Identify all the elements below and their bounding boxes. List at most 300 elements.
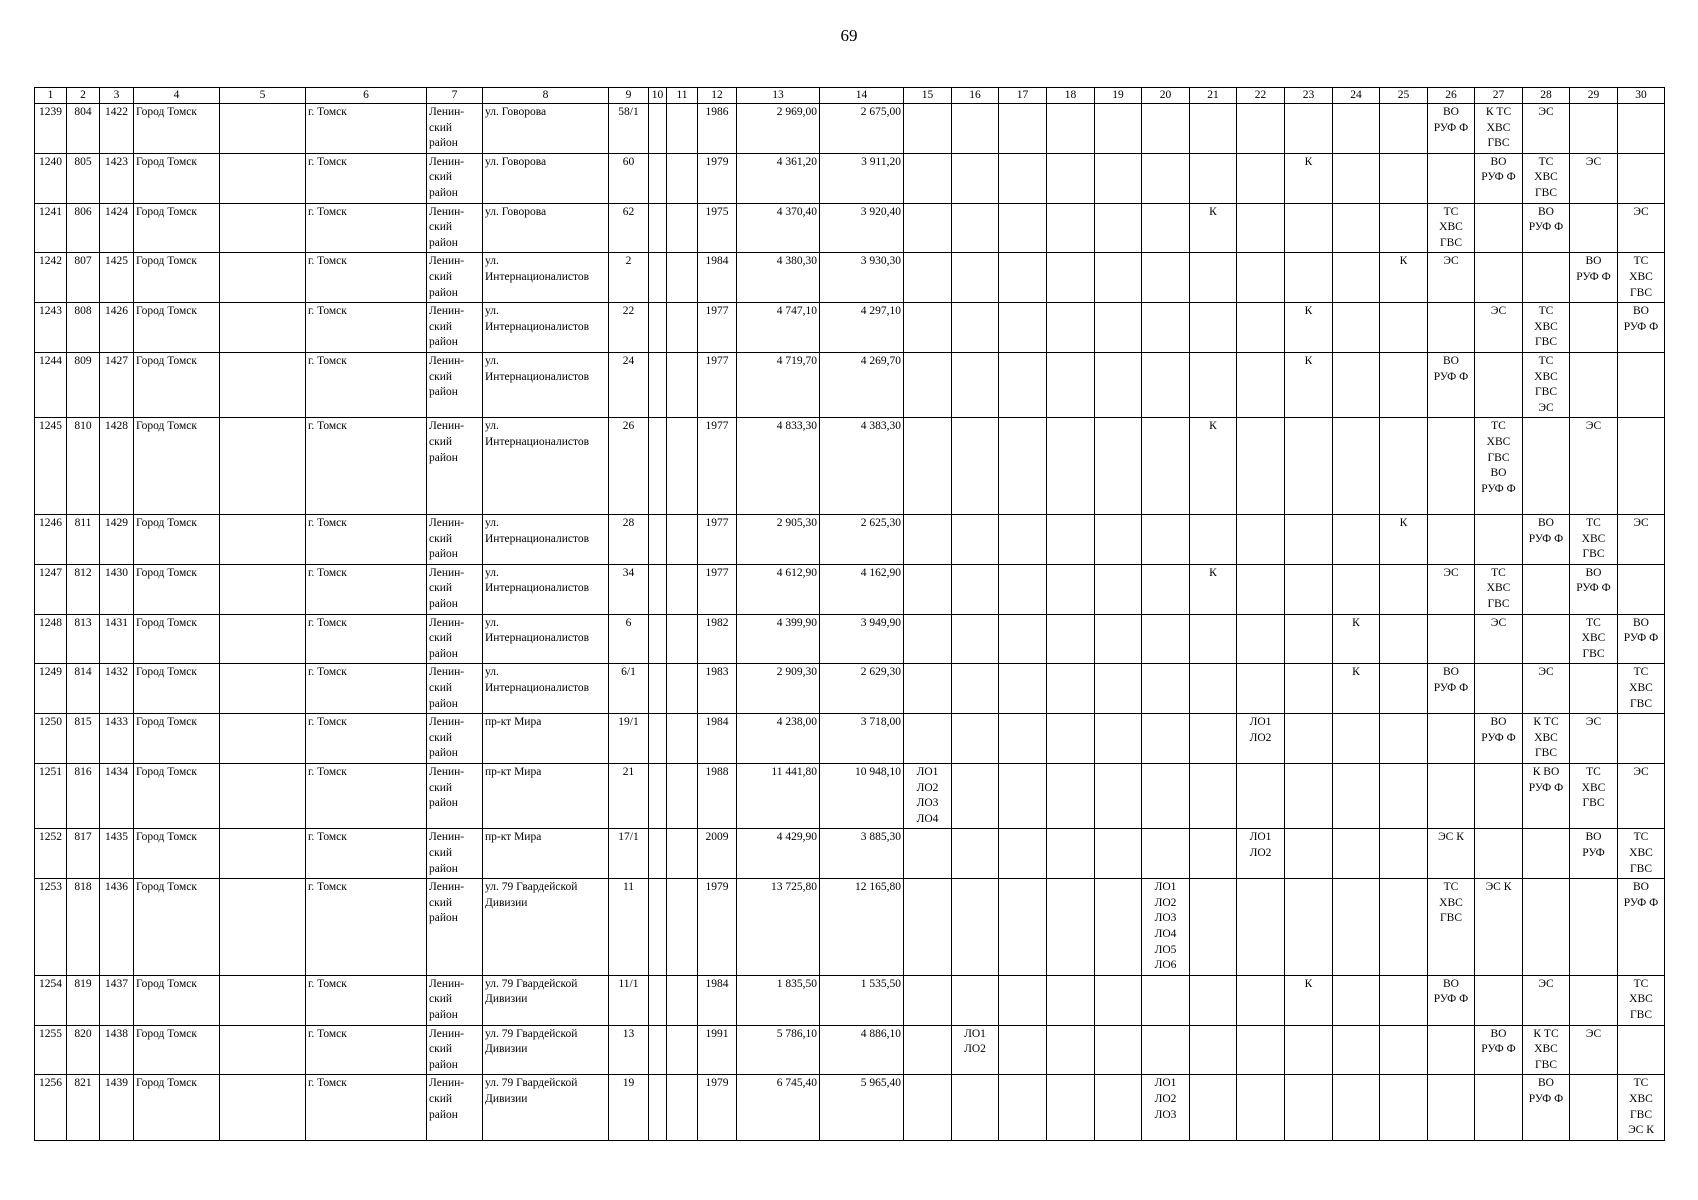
- table-cell: [1095, 614, 1142, 664]
- table-cell: [1047, 104, 1095, 154]
- table-cell: [649, 352, 667, 417]
- table-cell: 58/1: [609, 104, 649, 154]
- table-cell: [1095, 564, 1142, 614]
- table-row: [35, 1025, 1665, 1075]
- table-row: [35, 564, 1665, 614]
- table-cell: г. Томск: [306, 418, 427, 515]
- table-cell: [1333, 418, 1380, 515]
- table-cell: ВО РУФ Ф: [1475, 1025, 1523, 1075]
- table-cell: 1977: [698, 303, 737, 353]
- page-number: 69: [840, 26, 858, 45]
- table-cell: [1237, 514, 1285, 564]
- table-cell: 5 786,10: [737, 1025, 820, 1075]
- table-cell: 1433: [100, 714, 134, 764]
- table-cell: ЭС: [1475, 614, 1523, 664]
- table-cell: г. Томск: [306, 879, 427, 976]
- buildings-table: [34, 87, 1665, 1141]
- column-header: 24: [1333, 88, 1380, 104]
- table-cell: [1285, 104, 1333, 154]
- table-cell: [649, 879, 667, 976]
- table-cell: ТС ХВС ГВС ЭС К: [1618, 1075, 1665, 1140]
- table-cell: [1428, 714, 1475, 764]
- table-cell: [1475, 763, 1523, 828]
- table-cell: [1095, 153, 1142, 203]
- table-cell: Город Томск: [134, 514, 220, 564]
- table-cell: Ленин- ский район: [427, 564, 483, 614]
- column-header: 12: [698, 88, 737, 104]
- table-cell: ТС ХВС ГВС: [1570, 514, 1618, 564]
- table-cell: 4 429,90: [737, 829, 820, 879]
- table-cell: ЭС: [1618, 203, 1665, 253]
- table-cell: [1523, 418, 1570, 515]
- table-cell: [1380, 879, 1428, 976]
- table-cell: 4 719,70: [737, 352, 820, 417]
- table-cell: 1982: [698, 614, 737, 664]
- table-cell: Ленин- ский район: [427, 664, 483, 714]
- table-cell: 13 725,80: [737, 879, 820, 976]
- table-cell: 6/1: [609, 664, 649, 714]
- table-cell: г. Томск: [306, 1075, 427, 1140]
- table-row: [35, 253, 1665, 303]
- table-cell: 1438: [100, 1025, 134, 1075]
- table-cell: К: [1285, 352, 1333, 417]
- table-cell: [1570, 664, 1618, 714]
- table-cell: [1475, 975, 1523, 1025]
- table-cell: [1428, 418, 1475, 515]
- table-cell: [649, 714, 667, 764]
- table-cell: [1142, 514, 1190, 564]
- table-cell: ул. Интернационалистов: [483, 253, 609, 303]
- table-cell: ЭС: [1475, 303, 1523, 353]
- table-cell: 4 370,40: [737, 203, 820, 253]
- table-cell: 13: [609, 1025, 649, 1075]
- column-header: 6: [306, 88, 427, 104]
- table-cell: [1618, 564, 1665, 614]
- table-cell: г. Томск: [306, 714, 427, 764]
- table-cell: [220, 614, 306, 664]
- table-cell: ВО РУФ Ф: [1475, 714, 1523, 764]
- table-cell: [1428, 514, 1475, 564]
- column-header: 26: [1428, 88, 1475, 104]
- table-cell: [1333, 514, 1380, 564]
- table-cell: [1618, 1025, 1665, 1075]
- table-cell: Город Томск: [134, 879, 220, 976]
- table-cell: [667, 879, 698, 976]
- table-cell: [649, 614, 667, 664]
- table-cell: 1243: [35, 303, 67, 353]
- table-cell: [220, 514, 306, 564]
- table-cell: 805: [67, 153, 100, 203]
- table-cell: [1142, 975, 1190, 1025]
- table-cell: ВО РУФ Ф: [1618, 303, 1665, 353]
- column-header: 21: [1190, 88, 1237, 104]
- table-cell: [1237, 664, 1285, 714]
- table-cell: [667, 153, 698, 203]
- table-cell: 3 920,40: [820, 203, 904, 253]
- table-cell: 804: [67, 104, 100, 154]
- table-cell: [1047, 564, 1095, 614]
- table-cell: [1618, 153, 1665, 203]
- table-row: [35, 153, 1665, 203]
- table-cell: ВО РУФ Ф: [1428, 664, 1475, 714]
- table-cell: [1047, 253, 1095, 303]
- table-cell: [904, 303, 952, 353]
- table-cell: Город Томск: [134, 352, 220, 417]
- table-cell: 1979: [698, 879, 737, 976]
- table-cell: [1142, 352, 1190, 417]
- table-cell: 3 885,30: [820, 829, 904, 879]
- table-cell: 813: [67, 614, 100, 664]
- table-cell: [220, 253, 306, 303]
- table-cell: [1428, 303, 1475, 353]
- table-row: [35, 303, 1665, 353]
- table-cell: 11: [609, 879, 649, 976]
- table-cell: 1437: [100, 975, 134, 1025]
- table-cell: [904, 418, 952, 515]
- table-cell: 1425: [100, 253, 134, 303]
- table-cell: [1142, 253, 1190, 303]
- table-cell: 24: [609, 352, 649, 417]
- table-cell: [1190, 1025, 1237, 1075]
- table-cell: ТС ХВС ГВС: [1618, 829, 1665, 879]
- table-cell: [667, 564, 698, 614]
- table-cell: ЭС: [1570, 1025, 1618, 1075]
- table-cell: [1380, 418, 1428, 515]
- column-header: 8: [483, 88, 609, 104]
- table-cell: 1979: [698, 1075, 737, 1140]
- table-cell: ул. 79 Гвардейской Дивизии: [483, 1025, 609, 1075]
- table-cell: [1095, 763, 1142, 828]
- table-cell: [1237, 104, 1285, 154]
- table-cell: [1047, 514, 1095, 564]
- table-cell: [1380, 303, 1428, 353]
- table-cell: 1252: [35, 829, 67, 879]
- table-cell: [1095, 104, 1142, 154]
- table-cell: 1979: [698, 153, 737, 203]
- table-cell: [1285, 253, 1333, 303]
- table-cell: [1570, 975, 1618, 1025]
- table-cell: [667, 829, 698, 879]
- table-cell: Ленин- ский район: [427, 352, 483, 417]
- table-cell: [904, 153, 952, 203]
- table-cell: [1333, 714, 1380, 764]
- table-cell: 22: [609, 303, 649, 353]
- table-cell: г. Томск: [306, 975, 427, 1025]
- table-cell: Ленин- ский район: [427, 1075, 483, 1140]
- table-cell: г. Томск: [306, 203, 427, 253]
- table-cell: 1434: [100, 763, 134, 828]
- table-cell: 1984: [698, 975, 737, 1025]
- table-cell: ул. Говорова: [483, 104, 609, 154]
- table-cell: 4 297,10: [820, 303, 904, 353]
- table-cell: [667, 714, 698, 764]
- table-cell: 1251: [35, 763, 67, 828]
- table-cell: ВО РУФ Ф: [1428, 104, 1475, 154]
- table-cell: [1095, 714, 1142, 764]
- table-cell: 1240: [35, 153, 67, 203]
- table-row: [35, 104, 1665, 154]
- table-cell: [649, 1075, 667, 1140]
- table-cell: пр-кт Мира: [483, 829, 609, 879]
- table-cell: 4 612,90: [737, 564, 820, 614]
- table-cell: 815: [67, 714, 100, 764]
- table-cell: [1285, 1025, 1333, 1075]
- table-cell: [1237, 975, 1285, 1025]
- table-cell: [1285, 614, 1333, 664]
- table-cell: ЭС: [1618, 514, 1665, 564]
- table-cell: [1095, 514, 1142, 564]
- table-cell: [1380, 829, 1428, 879]
- table-cell: [220, 418, 306, 515]
- table-cell: [952, 879, 999, 976]
- table-cell: [1333, 352, 1380, 417]
- column-header: 28: [1523, 88, 1570, 104]
- table-cell: [1237, 879, 1285, 976]
- table-cell: [1095, 303, 1142, 353]
- table-cell: [952, 203, 999, 253]
- table-cell: 19: [609, 1075, 649, 1140]
- table-cell: 4 269,70: [820, 352, 904, 417]
- table-cell: [1047, 352, 1095, 417]
- table-cell: [952, 418, 999, 515]
- table-cell: [952, 253, 999, 303]
- table-cell: 1244: [35, 352, 67, 417]
- table-row: [35, 352, 1665, 417]
- table-cell: ЭС: [1523, 975, 1570, 1025]
- table-cell: ТС ХВС ГВС: [1523, 153, 1570, 203]
- table-cell: [649, 1025, 667, 1075]
- table-cell: Город Томск: [134, 714, 220, 764]
- table-cell: [220, 763, 306, 828]
- table-cell: [667, 664, 698, 714]
- table-cell: [1285, 714, 1333, 764]
- table-cell: [1333, 829, 1380, 879]
- table-cell: [1523, 253, 1570, 303]
- table-cell: [1380, 564, 1428, 614]
- table-cell: [1618, 104, 1665, 154]
- table-cell: [1333, 879, 1380, 976]
- table-cell: ТС ХВС ГВС: [1618, 664, 1665, 714]
- table-row: [35, 203, 1665, 253]
- table-cell: [1380, 1075, 1428, 1140]
- table-cell: [649, 203, 667, 253]
- table-row: [35, 879, 1665, 976]
- table-cell: [649, 303, 667, 353]
- column-header: 7: [427, 88, 483, 104]
- table-cell: [1285, 763, 1333, 828]
- table-cell: ТС ХВС ГВС: [1570, 614, 1618, 664]
- table-cell: [1190, 763, 1237, 828]
- table-cell: ТС ХВС ГВС: [1618, 975, 1665, 1025]
- table-cell: Город Томск: [134, 153, 220, 203]
- table-cell: К: [1380, 514, 1428, 564]
- table-cell: 1432: [100, 664, 134, 714]
- table-cell: [904, 879, 952, 976]
- table-cell: 1988: [698, 763, 737, 828]
- table-cell: [904, 514, 952, 564]
- table-cell: 1439: [100, 1075, 134, 1140]
- column-header: 11: [667, 88, 698, 104]
- table-cell: 60: [609, 153, 649, 203]
- table-cell: [1095, 253, 1142, 303]
- table-cell: Город Томск: [134, 303, 220, 353]
- table-cell: [999, 614, 1047, 664]
- table-cell: [952, 1075, 999, 1140]
- table-cell: Город Томск: [134, 975, 220, 1025]
- table-cell: [1570, 303, 1618, 353]
- table-cell: [1428, 614, 1475, 664]
- table-cell: [1475, 664, 1523, 714]
- table-cell: [1047, 975, 1095, 1025]
- table-cell: ул. Интернационалистов: [483, 418, 609, 515]
- table-cell: К ТС ХВС ГВС: [1523, 1025, 1570, 1075]
- table-cell: [1475, 829, 1523, 879]
- table-cell: ЛО1 ЛО2: [1237, 829, 1285, 879]
- table-cell: 2 629,30: [820, 664, 904, 714]
- table-cell: [1237, 763, 1285, 828]
- table-cell: Ленин- ский район: [427, 879, 483, 976]
- table-cell: 807: [67, 253, 100, 303]
- table-cell: 819: [67, 975, 100, 1025]
- column-header: 14: [820, 88, 904, 104]
- table-cell: [952, 303, 999, 353]
- table-row: [35, 1075, 1665, 1140]
- table-cell: г. Томск: [306, 352, 427, 417]
- column-header: 3: [100, 88, 134, 104]
- table-cell: [1523, 564, 1570, 614]
- table-cell: [1190, 1075, 1237, 1140]
- table-cell: [999, 664, 1047, 714]
- table-cell: 11/1: [609, 975, 649, 1025]
- table-cell: ТС ХВС ГВС ЭС: [1523, 352, 1570, 417]
- table-cell: 1246: [35, 514, 67, 564]
- table-cell: ТС ХВС ГВС: [1428, 203, 1475, 253]
- table-cell: [1523, 614, 1570, 664]
- table-cell: [1047, 153, 1095, 203]
- table-cell: 2009: [698, 829, 737, 879]
- table-cell: ЭС: [1428, 253, 1475, 303]
- table-cell: г. Томск: [306, 1025, 427, 1075]
- table-cell: [1237, 253, 1285, 303]
- table-cell: [1190, 514, 1237, 564]
- table-cell: 1249: [35, 664, 67, 714]
- table-cell: ул. Говорова: [483, 153, 609, 203]
- table-cell: [220, 664, 306, 714]
- table-cell: Ленин- ский район: [427, 829, 483, 879]
- table-cell: [1475, 514, 1523, 564]
- table-cell: 2: [609, 253, 649, 303]
- table-cell: 1241: [35, 203, 67, 253]
- table-cell: 4 162,90: [820, 564, 904, 614]
- table-cell: К ТС ХВС ГВС: [1475, 104, 1523, 154]
- table-cell: ул. Интернационалистов: [483, 664, 609, 714]
- table-cell: [999, 303, 1047, 353]
- table-cell: Город Томск: [134, 418, 220, 515]
- table-cell: ЭС К: [1475, 879, 1523, 976]
- table-cell: [220, 564, 306, 614]
- table-cell: [1142, 1025, 1190, 1075]
- table-cell: ВО РУФ Ф: [1475, 153, 1523, 203]
- table-cell: [1428, 763, 1475, 828]
- table-cell: 11 441,80: [737, 763, 820, 828]
- table-cell: [1237, 352, 1285, 417]
- table-cell: [1428, 153, 1475, 203]
- table-cell: [1190, 975, 1237, 1025]
- table-cell: г. Томск: [306, 253, 427, 303]
- column-header: 13: [737, 88, 820, 104]
- table-cell: Город Томск: [134, 614, 220, 664]
- table-cell: [1333, 303, 1380, 353]
- table-cell: Город Томск: [134, 763, 220, 828]
- table-cell: [904, 714, 952, 764]
- table-cell: К: [1190, 203, 1237, 253]
- table-cell: Ленин- ский район: [427, 203, 483, 253]
- table-cell: [1047, 763, 1095, 828]
- table-cell: [1190, 614, 1237, 664]
- table-cell: К ТС ХВС ГВС: [1523, 714, 1570, 764]
- table-cell: К: [1285, 153, 1333, 203]
- table-row: [35, 829, 1665, 879]
- table-cell: г. Томск: [306, 614, 427, 664]
- table-cell: [1380, 763, 1428, 828]
- table-cell: ЭС: [1428, 564, 1475, 614]
- table-cell: 2 905,30: [737, 514, 820, 564]
- table-cell: 62: [609, 203, 649, 253]
- column-header: 5: [220, 88, 306, 104]
- table-cell: г. Томск: [306, 829, 427, 879]
- table-cell: [1095, 352, 1142, 417]
- table-cell: [999, 879, 1047, 976]
- table-cell: [649, 514, 667, 564]
- table-cell: [999, 514, 1047, 564]
- table-cell: 1 535,50: [820, 975, 904, 1025]
- table-cell: 1991: [698, 1025, 737, 1075]
- table-cell: ул. Интернационалистов: [483, 514, 609, 564]
- table-cell: [1523, 879, 1570, 976]
- table-cell: г. Томск: [306, 153, 427, 203]
- table-cell: г. Томск: [306, 514, 427, 564]
- table-cell: 1423: [100, 153, 134, 203]
- table-cell: [952, 664, 999, 714]
- table-cell: ЭС К: [1428, 829, 1475, 879]
- table-cell: [1380, 153, 1428, 203]
- table-cell: Город Томск: [134, 104, 220, 154]
- table-cell: [999, 763, 1047, 828]
- table-cell: ТС ХВС ГВС: [1475, 564, 1523, 614]
- table-cell: [1095, 203, 1142, 253]
- table-cell: [667, 763, 698, 828]
- table-cell: [1095, 1075, 1142, 1140]
- table-cell: Ленин- ский район: [427, 1025, 483, 1075]
- table-cell: [904, 614, 952, 664]
- table-cell: [649, 664, 667, 714]
- table-cell: [1333, 153, 1380, 203]
- table-cell: [904, 203, 952, 253]
- table-cell: 1255: [35, 1025, 67, 1075]
- table-cell: [1285, 879, 1333, 976]
- table-cell: [952, 614, 999, 664]
- table-row: [35, 975, 1665, 1025]
- table-cell: 6: [609, 614, 649, 664]
- column-header: 27: [1475, 88, 1523, 104]
- table-cell: К: [1190, 564, 1237, 614]
- table-cell: [1618, 418, 1665, 515]
- table-cell: ЛО1 ЛО2 ЛО3 ЛО4 ЛО5 ЛО6: [1142, 879, 1190, 976]
- table-cell: [1047, 203, 1095, 253]
- table-cell: [1237, 614, 1285, 664]
- table-cell: ЛО1 ЛО2 ЛО3: [1142, 1075, 1190, 1140]
- table-cell: 1430: [100, 564, 134, 614]
